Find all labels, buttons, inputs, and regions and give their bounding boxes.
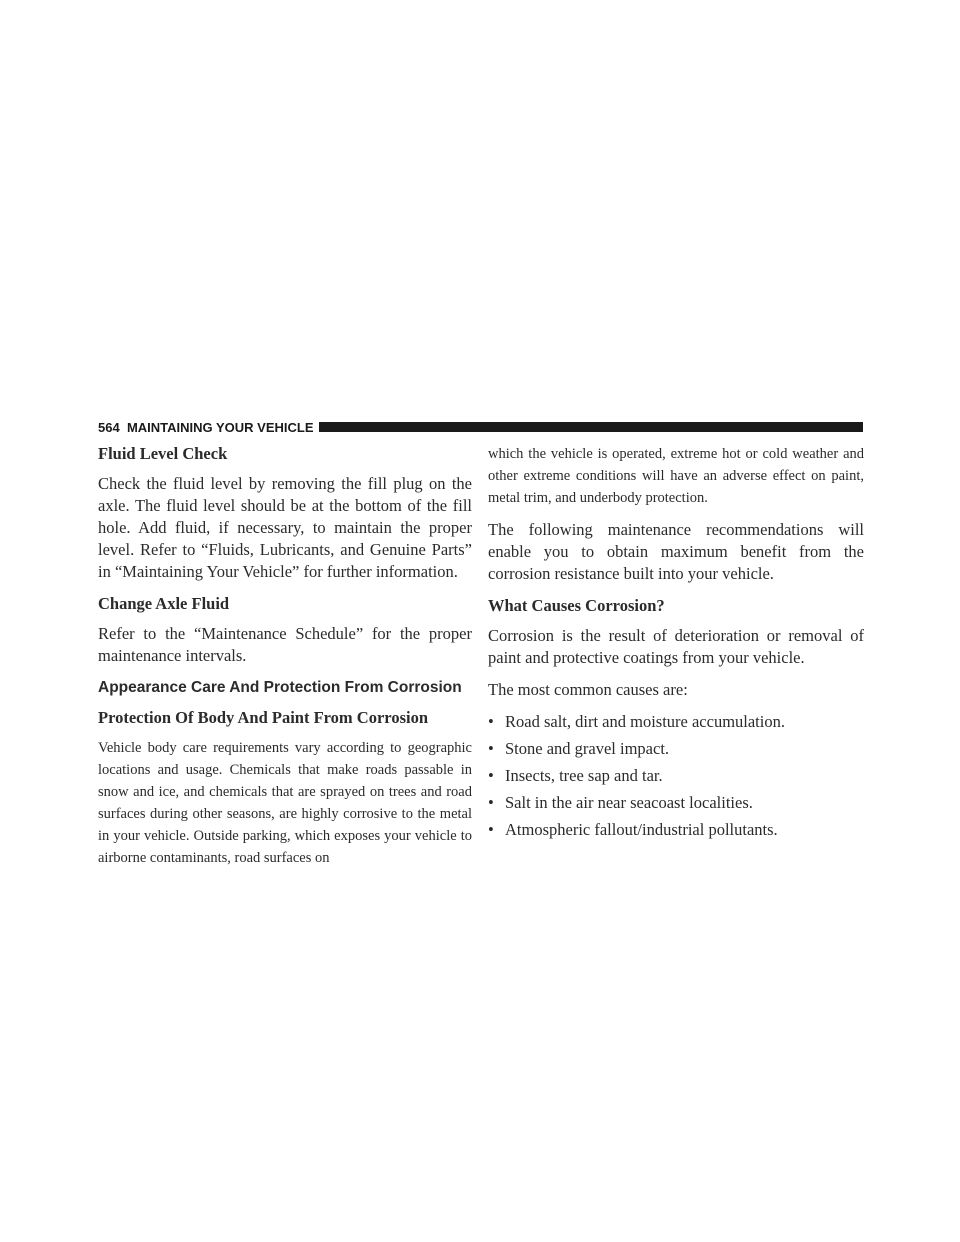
list-item bbox=[488, 738, 864, 760]
cause-text: Atmospheric fallout/industrial pollutants. bbox=[505, 820, 778, 839]
change-axle-fluid-heading: Change Axle Fluid bbox=[98, 594, 230, 613]
protection-body-paint-body: Vehicle body care requirements vary according to geographic locations and usage. Chemicals that make roads passable in snow and ice, and chemicals that are sprayed on trees and road surfaces during other seasons, are highly corrosive to the metal in your vehicle. Outside parking, which exposes your vehicle to airborne contaminants, road surfaces on bbox=[98, 740, 472, 866]
header-rule bbox=[319, 422, 863, 432]
what-causes-corrosion-heading: What Causes Corrosion? bbox=[488, 596, 665, 615]
list-item bbox=[488, 792, 864, 814]
list-item bbox=[488, 819, 864, 841]
change-axle-fluid-body: Refer to the “Maintenance Schedule” for the proper maintenance intervals. bbox=[98, 624, 472, 665]
section-title: MAINTAINING YOUR VEHICLE bbox=[126, 420, 314, 435]
protection-body-paint-heading: Protection Of Body And Paint From Corrosion bbox=[98, 708, 428, 727]
cause-text: Insects, tree sap and tar. bbox=[505, 766, 663, 785]
continuation-paragraph: which the vehicle is operated, extreme hot or cold weather and other extreme conditions will have an adverse effect on paint, metal trim, and underbody protection. bbox=[488, 446, 864, 506]
bullet-icon: • bbox=[488, 820, 494, 839]
page-header bbox=[98, 420, 863, 436]
bullet-icon: • bbox=[488, 766, 494, 785]
cause-text: Road salt, dirt and moisture accumulation. bbox=[505, 712, 785, 731]
bullet-icon: • bbox=[488, 712, 494, 731]
list-item bbox=[488, 765, 864, 787]
fluid-level-check-heading: Fluid Level Check bbox=[98, 444, 228, 463]
bullet-icon: • bbox=[488, 793, 494, 812]
causes-list bbox=[488, 711, 864, 841]
common-causes-intro: The most common causes are: bbox=[488, 680, 688, 699]
recommendations-paragraph: The following maintenance recommendations will enable you to obtain maximum benefit from the corrosion resistance built into your vehicle. bbox=[488, 520, 864, 583]
header-text bbox=[98, 420, 314, 436]
right-column bbox=[488, 443, 864, 846]
fluid-level-check-body: Check the fluid level by removing the fill plug on the axle. The fluid level should be at the bottom of the fill hole. Add fluid, if necessary, to maintain the proper level. Refer to “Fluids, Lubricants, and Genuine Parts” in “Maintaining Your Vehicle” for further information. bbox=[98, 474, 472, 581]
cause-text: Stone and gravel impact. bbox=[505, 739, 670, 758]
page-number: 564 bbox=[98, 420, 120, 435]
appearance-care-heading: Appearance Care And Protection From Corrosion bbox=[98, 679, 462, 696]
left-column bbox=[98, 443, 472, 879]
bullet-icon: • bbox=[488, 739, 494, 758]
list-item bbox=[488, 711, 864, 733]
what-causes-corrosion-body: Corrosion is the result of deterioration or removal of paint and protective coatings from your vehicle. bbox=[488, 626, 864, 667]
cause-text: Salt in the air near seacoast localities. bbox=[505, 793, 753, 812]
